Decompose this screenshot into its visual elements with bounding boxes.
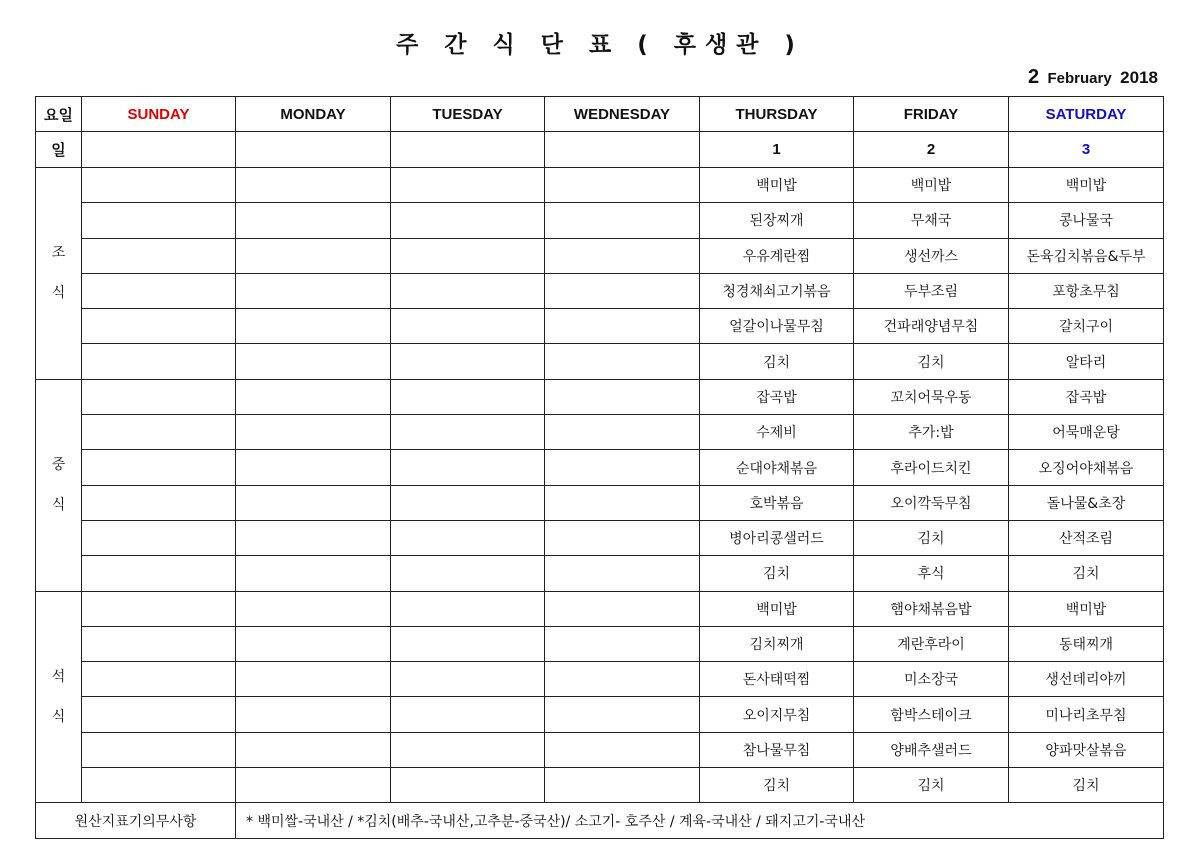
menu-cell: 김치찌개 bbox=[700, 626, 854, 661]
meal-label-char: 조 bbox=[51, 245, 66, 262]
origin-notice-text: * 백미쌀-국내산 / *김치(배추-국내산,고추분-중국산)/ 소고기- 호주산 / 계육-국내산 / 돼지고기-국내산 bbox=[236, 803, 1164, 839]
menu-cell bbox=[391, 591, 545, 626]
menu-cell bbox=[236, 626, 391, 661]
menu-cell: 오이지무침 bbox=[700, 697, 854, 732]
menu-cell bbox=[236, 662, 391, 697]
menu-cell: 순대야채볶음 bbox=[700, 450, 854, 485]
menu-cell bbox=[391, 626, 545, 661]
menu-cell bbox=[545, 238, 700, 273]
menu-cell bbox=[545, 344, 700, 379]
menu-cell bbox=[82, 626, 236, 661]
menu-cell bbox=[545, 662, 700, 697]
menu-cell bbox=[545, 485, 700, 520]
menu-cell: 잡곡밥 bbox=[1009, 379, 1164, 414]
menu-cell bbox=[236, 309, 391, 344]
menu-cell: 두부조림 bbox=[854, 273, 1009, 308]
menu-cell bbox=[236, 520, 391, 555]
menu-row bbox=[36, 591, 1164, 626]
menu-cell bbox=[236, 732, 391, 767]
menu-cell bbox=[391, 768, 545, 803]
menu-cell bbox=[236, 485, 391, 520]
origin-notice-row bbox=[36, 803, 1164, 839]
weekday-saturday: SATURDAY bbox=[1009, 97, 1164, 132]
menu-cell: 참나물무침 bbox=[700, 732, 854, 767]
dinner-label bbox=[36, 591, 82, 803]
menu-cell: 돈육김치볶음&두부 bbox=[1009, 238, 1164, 273]
menu-cell bbox=[82, 203, 236, 238]
menu-cell bbox=[391, 732, 545, 767]
menu-cell: 미나리초무침 bbox=[1009, 697, 1164, 732]
menu-cell bbox=[545, 450, 700, 485]
menu-cell bbox=[236, 273, 391, 308]
menu-cell: 동태찌개 bbox=[1009, 626, 1164, 661]
date-cell bbox=[82, 132, 236, 168]
menu-cell: 호박볶음 bbox=[700, 485, 854, 520]
menu-cell bbox=[391, 379, 545, 414]
menu-cell: 함박스테이크 bbox=[854, 697, 1009, 732]
weekday-sunday: SUNDAY bbox=[82, 97, 236, 132]
menu-cell: 꼬치어묵우동 bbox=[854, 379, 1009, 414]
menu-cell bbox=[391, 556, 545, 591]
menu-cell: 김치 bbox=[1009, 768, 1164, 803]
weekday-corner-label: 요일 bbox=[36, 97, 82, 132]
meal-label-char: 식 bbox=[51, 497, 66, 514]
menu-cell bbox=[236, 450, 391, 485]
menu-cell: 김치 bbox=[700, 556, 854, 591]
menu-cell bbox=[391, 415, 545, 450]
menu-cell bbox=[82, 309, 236, 344]
menu-cell: 포항초무침 bbox=[1009, 273, 1164, 308]
menu-cell bbox=[236, 591, 391, 626]
menu-cell bbox=[391, 662, 545, 697]
date-month: February bbox=[1047, 70, 1112, 87]
weekday-monday: MONDAY bbox=[236, 97, 391, 132]
menu-cell bbox=[545, 591, 700, 626]
menu-body bbox=[36, 132, 1164, 803]
menu-cell bbox=[82, 238, 236, 273]
menu-cell: 잡곡밥 bbox=[700, 379, 854, 414]
menu-cell: 무채국 bbox=[854, 203, 1009, 238]
menu-row bbox=[36, 697, 1164, 732]
menu-cell bbox=[236, 379, 391, 414]
menu-cell: 백미밥 bbox=[854, 168, 1009, 203]
menu-cell: 김치 bbox=[1009, 556, 1164, 591]
menu-row bbox=[36, 732, 1164, 767]
menu-cell bbox=[545, 309, 700, 344]
menu-cell bbox=[82, 520, 236, 555]
menu-cell: 후식 bbox=[854, 556, 1009, 591]
page-title: 주 간 식 단 표 ( 후생관 ) bbox=[396, 32, 804, 58]
menu-cell bbox=[391, 450, 545, 485]
weekday-tuesday: TUESDAY bbox=[391, 97, 545, 132]
menu-cell bbox=[236, 697, 391, 732]
menu-row bbox=[36, 273, 1164, 308]
menu-cell: 생선데리야끼 bbox=[1009, 662, 1164, 697]
date-year: 2018 bbox=[1120, 68, 1158, 87]
menu-cell bbox=[236, 168, 391, 203]
menu-cell bbox=[236, 768, 391, 803]
menu-cell bbox=[391, 309, 545, 344]
menu-cell bbox=[391, 203, 545, 238]
menu-cell bbox=[82, 273, 236, 308]
menu-cell: 백미밥 bbox=[700, 168, 854, 203]
menu-cell: 갈치구이 bbox=[1009, 309, 1164, 344]
menu-cell: 어묵매운탕 bbox=[1009, 415, 1164, 450]
menu-row bbox=[36, 309, 1164, 344]
menu-cell: 돌나물&초장 bbox=[1009, 485, 1164, 520]
menu-row bbox=[36, 626, 1164, 661]
menu-cell: 백미밥 bbox=[1009, 168, 1164, 203]
menu-cell bbox=[236, 203, 391, 238]
menu-cell bbox=[236, 344, 391, 379]
menu-cell bbox=[236, 238, 391, 273]
menu-row bbox=[36, 485, 1164, 520]
weekly-menu-table bbox=[35, 96, 1164, 839]
date-cell: 3 bbox=[1009, 132, 1164, 168]
menu-cell bbox=[82, 450, 236, 485]
menu-cell: 된장찌개 bbox=[700, 203, 854, 238]
menu-cell bbox=[545, 732, 700, 767]
menu-cell: 오징어야채볶음 bbox=[1009, 450, 1164, 485]
menu-row bbox=[36, 662, 1164, 697]
menu-cell bbox=[391, 485, 545, 520]
menu-cell: 콩나물국 bbox=[1009, 203, 1164, 238]
menu-cell bbox=[391, 238, 545, 273]
menu-cell: 김치 bbox=[700, 344, 854, 379]
menu-cell bbox=[82, 168, 236, 203]
date-cell bbox=[391, 132, 545, 168]
menu-cell bbox=[545, 168, 700, 203]
menu-row bbox=[36, 238, 1164, 273]
menu-cell: 백미밥 bbox=[700, 591, 854, 626]
date-cell bbox=[545, 132, 700, 168]
menu-cell: 오이깍둑무침 bbox=[854, 485, 1009, 520]
menu-cell bbox=[545, 697, 700, 732]
menu-cell: 추가:밥 bbox=[854, 415, 1009, 450]
date-row-label: 일 bbox=[36, 132, 82, 168]
menu-cell bbox=[545, 556, 700, 591]
date-cell: 1 bbox=[700, 132, 854, 168]
breakfast-label bbox=[36, 168, 82, 380]
menu-row bbox=[36, 344, 1164, 379]
menu-cell bbox=[391, 168, 545, 203]
menu-cell: 양배추샐러드 bbox=[854, 732, 1009, 767]
menu-cell: 얼갈이나물무침 bbox=[700, 309, 854, 344]
menu-cell: 김치 bbox=[854, 520, 1009, 555]
menu-cell bbox=[82, 591, 236, 626]
date-day: 2 bbox=[1027, 66, 1040, 88]
menu-row bbox=[36, 379, 1164, 414]
menu-cell bbox=[82, 768, 236, 803]
menu-cell: 산적조림 bbox=[1009, 520, 1164, 555]
menu-cell: 수제비 bbox=[700, 415, 854, 450]
menu-cell bbox=[236, 556, 391, 591]
menu-row bbox=[36, 520, 1164, 555]
menu-cell bbox=[391, 520, 545, 555]
menu-cell bbox=[82, 379, 236, 414]
menu-cell: 병아리콩샐러드 bbox=[700, 520, 854, 555]
menu-cell: 김치 bbox=[854, 344, 1009, 379]
meal-label-char: 석 bbox=[51, 668, 66, 685]
menu-cell bbox=[82, 556, 236, 591]
menu-cell bbox=[391, 273, 545, 308]
meal-label-char: 중 bbox=[51, 457, 66, 474]
weekday-thursday: THURSDAY bbox=[700, 97, 854, 132]
weekday-header-row bbox=[36, 97, 1164, 132]
menu-cell bbox=[545, 768, 700, 803]
menu-row bbox=[36, 768, 1164, 803]
menu-cell bbox=[82, 344, 236, 379]
menu-cell bbox=[82, 415, 236, 450]
menu-cell bbox=[82, 732, 236, 767]
menu-cell bbox=[82, 697, 236, 732]
weekday-wednesday: WEDNESDAY bbox=[545, 97, 700, 132]
menu-cell bbox=[545, 626, 700, 661]
menu-cell bbox=[545, 203, 700, 238]
menu-cell bbox=[82, 662, 236, 697]
menu-cell bbox=[545, 520, 700, 555]
menu-row bbox=[36, 168, 1164, 203]
menu-date bbox=[1028, 66, 1158, 89]
menu-cell: 우유계란찜 bbox=[700, 238, 854, 273]
date-row bbox=[36, 132, 1164, 168]
menu-row bbox=[36, 415, 1164, 450]
menu-cell bbox=[545, 415, 700, 450]
menu-cell: 생선까스 bbox=[854, 238, 1009, 273]
menu-cell: 건파래양념무침 bbox=[854, 309, 1009, 344]
menu-cell bbox=[545, 379, 700, 414]
menu-cell bbox=[236, 415, 391, 450]
menu-cell: 햄야채볶음밥 bbox=[854, 591, 1009, 626]
date-cell: 2 bbox=[854, 132, 1009, 168]
menu-row bbox=[36, 450, 1164, 485]
menu-cell: 양파맛살볶음 bbox=[1009, 732, 1164, 767]
menu-row bbox=[36, 556, 1164, 591]
menu-cell: 미소장국 bbox=[854, 662, 1009, 697]
menu-cell bbox=[545, 273, 700, 308]
menu-row bbox=[36, 203, 1164, 238]
menu-cell bbox=[391, 344, 545, 379]
meal-label-char: 식 bbox=[51, 708, 66, 725]
date-cell bbox=[236, 132, 391, 168]
menu-cell: 돈사태떡찜 bbox=[700, 662, 854, 697]
menu-cell: 후라이드치킨 bbox=[854, 450, 1009, 485]
menu-cell: 알타리 bbox=[1009, 344, 1164, 379]
meal-label-char: 식 bbox=[51, 285, 66, 302]
lunch-label bbox=[36, 379, 82, 591]
menu-cell: 김치 bbox=[854, 768, 1009, 803]
menu-cell: 김치 bbox=[700, 768, 854, 803]
menu-cell bbox=[391, 697, 545, 732]
weekday-friday: FRIDAY bbox=[854, 97, 1009, 132]
menu-cell bbox=[82, 485, 236, 520]
menu-cell: 청경채쇠고기볶음 bbox=[700, 273, 854, 308]
menu-cell: 백미밥 bbox=[1009, 591, 1164, 626]
menu-cell: 계란후라이 bbox=[854, 626, 1009, 661]
origin-notice-label: 원산지표기의무사항 bbox=[36, 803, 236, 839]
